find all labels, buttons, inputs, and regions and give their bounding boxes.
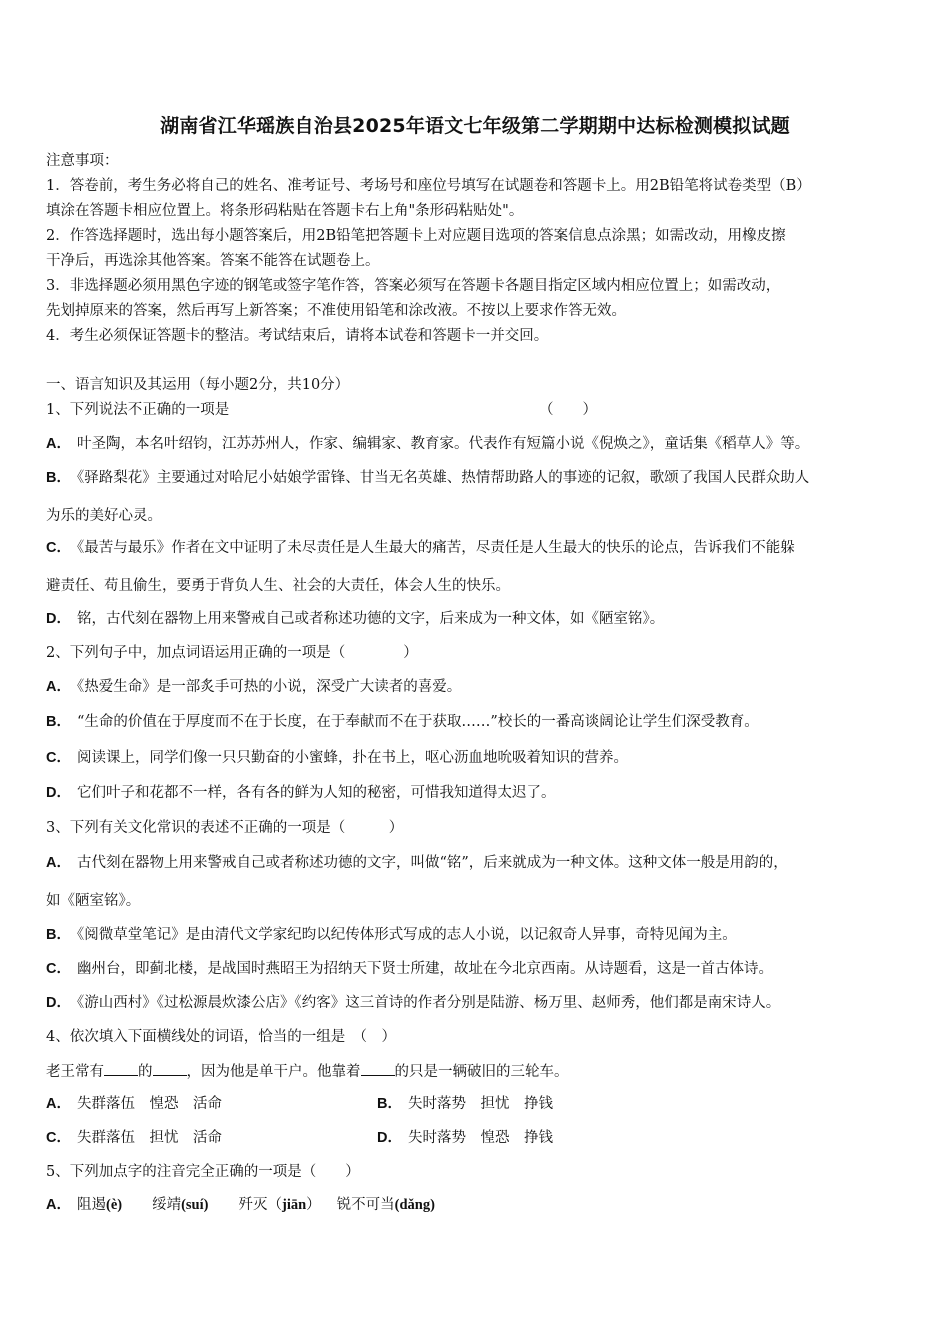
option-text: 阅读课上，同学们像一只只勤奋的小蜜蜂，扑在书上，呕心沥血地吮吸着知识的营养。 <box>76 750 628 766</box>
option-label: C． <box>46 1130 71 1146</box>
fill-blank <box>104 1061 138 1076</box>
pinyin: (dǎng) <box>394 1197 435 1213</box>
q3-option-a <box>46 853 788 873</box>
option-text: 它们叶子和花都不一样，各有各的鲜为人知的秘密，可惜我知道得太迟了。 <box>76 785 556 801</box>
q1-option-c-cont: 避责任、苟且偷生，要勇于背负人生、社会的大责任，体会人生的快乐。 <box>46 578 510 594</box>
q3-option-c <box>46 959 773 979</box>
option-label: A． <box>46 1096 71 1112</box>
option-label: C． <box>46 750 71 766</box>
question-stem-text: 1、下列说法不正确的一项是 <box>46 402 230 418</box>
notice-line: 1．答卷前，考生务必将自己的姓名、准考证号、考场号和座位号填写在试题卷和答题卡上。用2B铅笔将试卷类型（B） <box>46 178 811 194</box>
notice-line: 2．作答选择题时，选出每小题答案后，用2B铅笔把答题卡上对应题目选项的答案信息点涂黑；如需改动，用橡皮擦 <box>46 228 786 244</box>
question-3-stem: 3、下列有关文化常识的表述不正确的一项是（ ） <box>46 820 404 836</box>
option-text: “生命的价值在于厚度而不在于长度，在于奉献而不在于获取……”校长的一番高谈阔论让学生们深受教育。 <box>76 714 759 730</box>
pinyin: (suí) <box>181 1197 209 1213</box>
option-text: 《游山西村》《过松源晨炊漆公店》《约客》这三首诗的作者分别是陆游、杨万里、赵师秀，他们都是南宋诗人。 <box>76 995 781 1011</box>
q1-option-a <box>46 434 809 454</box>
option-text: 幽州台，即蓟北楼，是战国时燕昭王为招纳天下贤士所建，故址在今北京西南。从诗题看，这是一首古体诗。 <box>76 961 773 977</box>
option-label: A． <box>46 436 71 452</box>
q4-option-a <box>46 1094 222 1114</box>
option-label: D． <box>377 1130 402 1146</box>
word: ） <box>306 1197 321 1213</box>
q4-option-b <box>377 1094 553 1114</box>
option-label: B． <box>377 1096 402 1112</box>
q3-option-a-cont: 如《陋室铭》。 <box>46 893 141 909</box>
pinyin: jiān <box>281 1197 307 1213</box>
q1-option-c <box>46 538 795 558</box>
option-label: C． <box>46 540 71 556</box>
option-label: B． <box>46 927 71 943</box>
fill-blank <box>153 1061 187 1076</box>
option-text: 《最苦与最乐》作者在文中证明了未尽责任是人生最大的痛苦，尽责任是人生最大的快乐的论点，告诉我们不能躲 <box>76 540 795 556</box>
q5-option-a <box>46 1195 435 1215</box>
option-text: 古代刻在器物上用来警戒自己或者称述功德的文字，叫做“铭”，后来就成为一种文体。这种文体一般是用韵的， <box>76 855 788 871</box>
q1-option-b-cont: 为乐的美好心灵。 <box>46 508 162 524</box>
sentence-part: 老王常有 <box>46 1064 104 1080</box>
q1-option-d <box>46 609 664 629</box>
q2-option-a <box>46 677 461 697</box>
sentence-part: ，因为他是单干户。他靠着 <box>186 1064 361 1080</box>
option-text: 铭，古代刻在器物上用来警戒自己或者称述功德的文字，后来成为一种文体，如《陋室铭》。 <box>76 611 665 627</box>
option-text: 叶圣陶，本名叶绍钧，江苏苏州人，作家、编辑家、教育家。代表作有短篇小说《倪焕之》，童话集《稻草人》等。 <box>76 436 810 452</box>
option-text: 失时落势 担忧 挣钱 <box>407 1096 553 1112</box>
q3-option-b <box>46 925 737 945</box>
option-label: A． <box>46 855 71 871</box>
page-title: 湖南省江华瑶族自治县2025年语文七年级第二学期期中达标检测模拟试题 <box>160 115 790 137</box>
option-label: D． <box>46 785 71 801</box>
fill-blank <box>361 1061 395 1076</box>
notice-heading: 注意事项： <box>46 153 119 169</box>
pinyin: (è) <box>105 1197 123 1213</box>
q4-option-d <box>377 1128 553 1148</box>
option-text: 《热爱生命》是一部炙手可热的小说，深受广大读者的喜爱。 <box>76 679 462 695</box>
notice-line: 4．考生必须保证答题卡的整洁。考试结束后，请将本试卷和答题卡一并交回。 <box>46 328 549 344</box>
option-label: A． <box>46 1197 71 1213</box>
answer-paren: （ ） <box>539 402 597 418</box>
notice-line: 3．非选择题必须用黑色字迹的钢笔或签字笔作答，答案必须写在答题卡各题目指定区域内相应位置上；如需改动， <box>46 278 781 294</box>
option-label: D． <box>46 611 71 627</box>
option-text: 失群落伍 惶恐 活命 <box>76 1096 222 1112</box>
option-text: 失时落势 惶恐 挣钱 <box>407 1130 553 1146</box>
word: 歼灭（ <box>238 1197 282 1213</box>
q2-option-b <box>46 712 759 732</box>
question-4-stem: 4、依次填入下面横线处的词语，恰当的一组是 （ ） <box>46 1029 396 1045</box>
option-text: 《阅微草堂笔记》是由清代文学家纪昀以纪传体形式写成的志人小说，以记叙奇人异事，奇特见闻为主。 <box>76 927 737 943</box>
question-2-stem: 2、下列句子中，加点词语运用正确的一项是（ ） <box>46 645 418 661</box>
sentence-part: 的 <box>138 1064 153 1080</box>
notice-line: 干净后，再选涂其他答案。答案不能答在试题卷上。 <box>46 253 380 269</box>
word: 锐不可当 <box>336 1197 395 1213</box>
word: 绥靖 <box>152 1197 182 1213</box>
q2-option-d <box>46 783 555 803</box>
question-5-stem: 5、下列加点字的注音完全正确的一项是（ ） <box>46 1164 360 1180</box>
notice-line: 先划掉原来的答案，然后再写上新答案；不准使用铅笔和涂改液。不按以上要求作答无效。 <box>46 303 626 319</box>
sentence-part: 的只是一辆破旧的三轮车。 <box>394 1064 569 1080</box>
option-label: C． <box>46 961 71 977</box>
option-label: D． <box>46 995 71 1011</box>
notice-line: 填涂在答题卡相应位置上。将条形码粘贴在答题卡右上角"条形码粘贴处"。 <box>46 203 524 219</box>
q4-sentence <box>46 1061 569 1082</box>
option-label: B． <box>46 470 71 486</box>
word: 阻遏 <box>76 1197 106 1213</box>
q2-option-c <box>46 748 628 768</box>
q4-option-c <box>46 1128 222 1148</box>
section-heading: 一、语言知识及其运用（每小题2分，共10分） <box>46 377 350 393</box>
q1-option-b <box>46 468 809 488</box>
option-text: 《驿路梨花》主要通过对哈尼小姑娘学雷锋、甘当无名英雄、热情帮助路人的事迹的记叙，歌颂了我国人民群众助人 <box>76 470 810 486</box>
question-1-stem <box>46 400 597 420</box>
option-label: B． <box>46 714 71 730</box>
q3-option-d <box>46 993 780 1013</box>
option-text: 失群落伍 担忧 活命 <box>76 1130 222 1146</box>
option-label: A． <box>46 679 71 695</box>
